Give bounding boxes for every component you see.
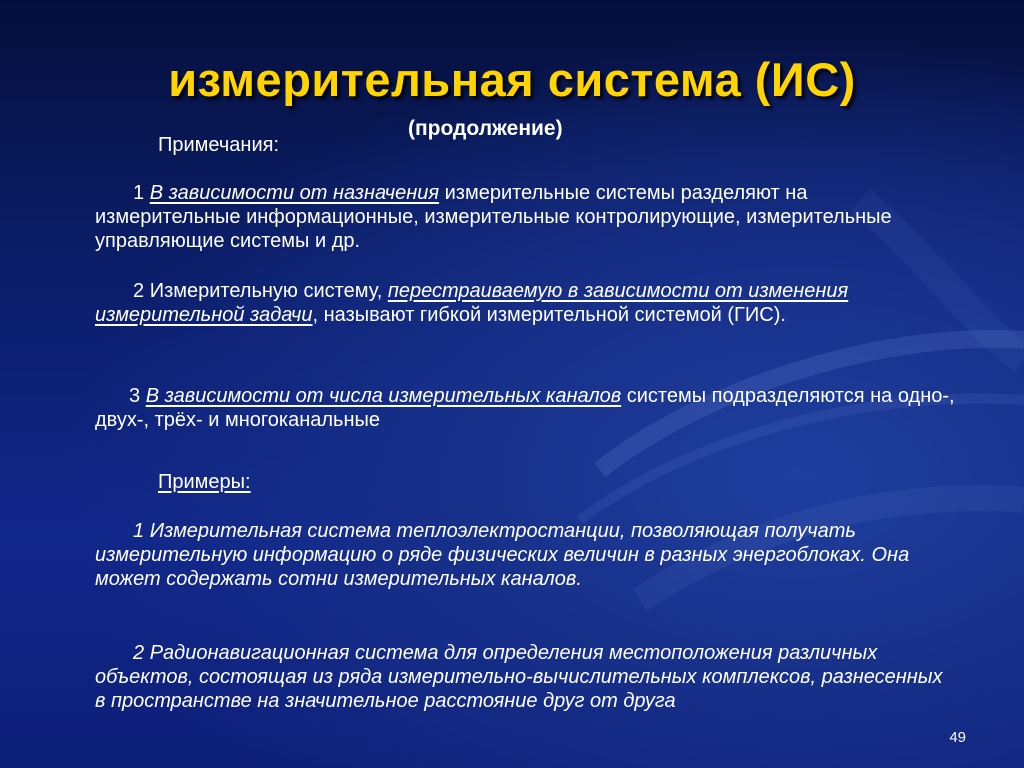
- note-text: измерительные системы разделяют на измерительные информационные, измерительные контролирующие, измерительные управляющие системы и др.: [95, 182, 892, 252]
- example-text: Радионавигационная система для определения местоположения различных объектов, состоящая из ряда измерительно-вычислительных комплексов, разнесенных в пространстве на значительное расстояние друг от друга: [95, 642, 943, 712]
- note-text: , называют гибкой измерительной системой (ГИС).: [312, 304, 786, 326]
- note-underlined: В зависимости от назначения: [149, 182, 440, 204]
- slide-subtitle: (продолжение): [408, 117, 563, 140]
- note-underlined: В зависимости от числа измерительных каналов: [145, 385, 622, 407]
- example-text: Измерительная система теплоэлектростанции, позволяющая получать измерительную информацию о ряде физических величин в разных энергоблоках. Она может содержать сотни измерительных каналов.: [95, 520, 910, 590]
- note-number: 1: [133, 182, 145, 204]
- example-number: 1: [133, 520, 145, 542]
- page-number: 49: [949, 729, 966, 746]
- example-number: 2: [133, 642, 145, 664]
- note-number: 2: [133, 280, 145, 302]
- note-item-1: [95, 181, 955, 253]
- example-item-2: [95, 641, 955, 713]
- examples-heading: Примеры:: [158, 471, 251, 493]
- note-underlined: перестраиваемую в зависимости от изменения измерительной задачи: [95, 280, 849, 326]
- slide-title: измерительная система (ИС): [168, 53, 856, 106]
- note-item-2: [95, 279, 955, 327]
- note-item-3: [95, 384, 955, 432]
- example-item-1: [95, 519, 955, 591]
- notes-heading: Примечания:: [158, 134, 280, 156]
- note-text: системы подразделяются на одно-, двух-, трёх- и многоканальные: [95, 385, 955, 431]
- note-number: 3: [129, 385, 141, 407]
- note-text-before: Измерительную систему,: [149, 280, 388, 302]
